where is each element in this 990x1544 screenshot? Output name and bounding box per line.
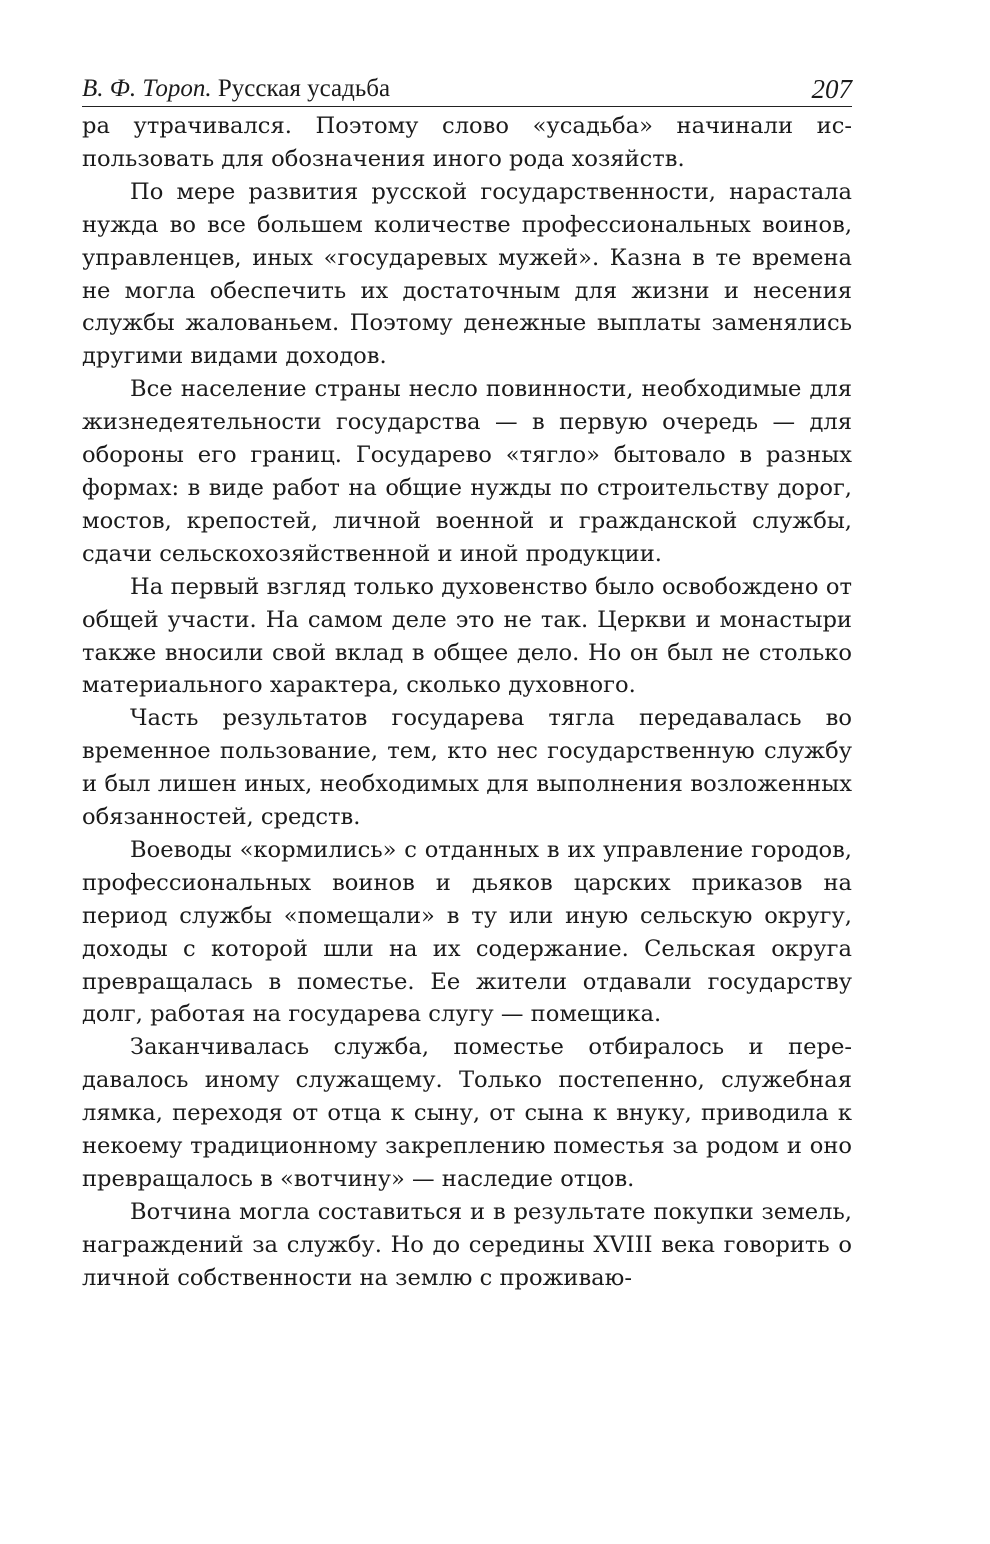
paragraph-5: Часть результатов государева тягла передавалась во временное пользование, тем, кто нес государственную службу и был лишен иных, необходимых для выполнения возложенных обязанностей, средств. (82, 705, 852, 831)
book-title: Русская усадьба (217, 75, 391, 102)
author-name: В. Ф. Тороп. (82, 75, 212, 102)
body-text (82, 110, 852, 1295)
paragraph-4: На первый взгляд только духовенство было освобождено от общей участи. На самом деле это не так. Церкви и монастыри также вносили свой вклад в общее дело. Но он был не столько материального характера, сколько духовного. (82, 573, 852, 699)
paragraph-7: Заканчивалась служба, поместье отбиралось и передавалось иному служащему. Только постепенно, служебная лямка, переходя от отца к сыну, от сына к внуку, приводила к некоему традиционному закреплению поместья за родом и оно превращалось в «вотчину» — наследие отцов. (82, 1034, 852, 1192)
book-page (82, 66, 852, 1295)
paragraph-2: По мере развития русской государственности, нарастала нужда во все большем количестве профессиональных воинов, управленцев, иных «государевых мужей». Казна в те времена не могла обеспечить их достаточным для жизни и несения службы жалованьем. Поэтому денежные выплаты заменялись другими видами доходов. (82, 178, 852, 370)
paragraph-6: Воеводы «кормились» с отданных в их управление городов, профессиональных воинов и дьяков царских приказов на период службы «помещали» в ту или иную сельскую округу, доходы с которой шли на их содержание. Сельская округа превращалась в поместье. Ее жители отдавали государству долг, работая на государева слугу — помещика. (82, 836, 852, 1028)
paragraph-8: Вотчина могла составиться и в результате покупки земель, награждений за службу. Но до середины XVIII века говорить о личной собственности на землю с проживаю- (82, 1198, 852, 1291)
running-head-left (82, 74, 390, 104)
running-head (82, 66, 852, 107)
page-number: 207 (811, 74, 852, 104)
paragraph-3: Все население страны несло повинности, необходимые для жизнедеятельности государства — в первую очередь — для обороны его границ. Государево «тягло» бытовало в разных формах: в виде работ на общие нужды по строительству дорог, мостов, крепостей, личной военной и гражданской службы, сдачи сельскохозяйственной и иной продукции. (82, 376, 852, 567)
paragraph-1: ра утрачивался. Поэтому слово «усадьба» начинали использовать для обозначения иного рода хозяйств. (82, 113, 852, 172)
